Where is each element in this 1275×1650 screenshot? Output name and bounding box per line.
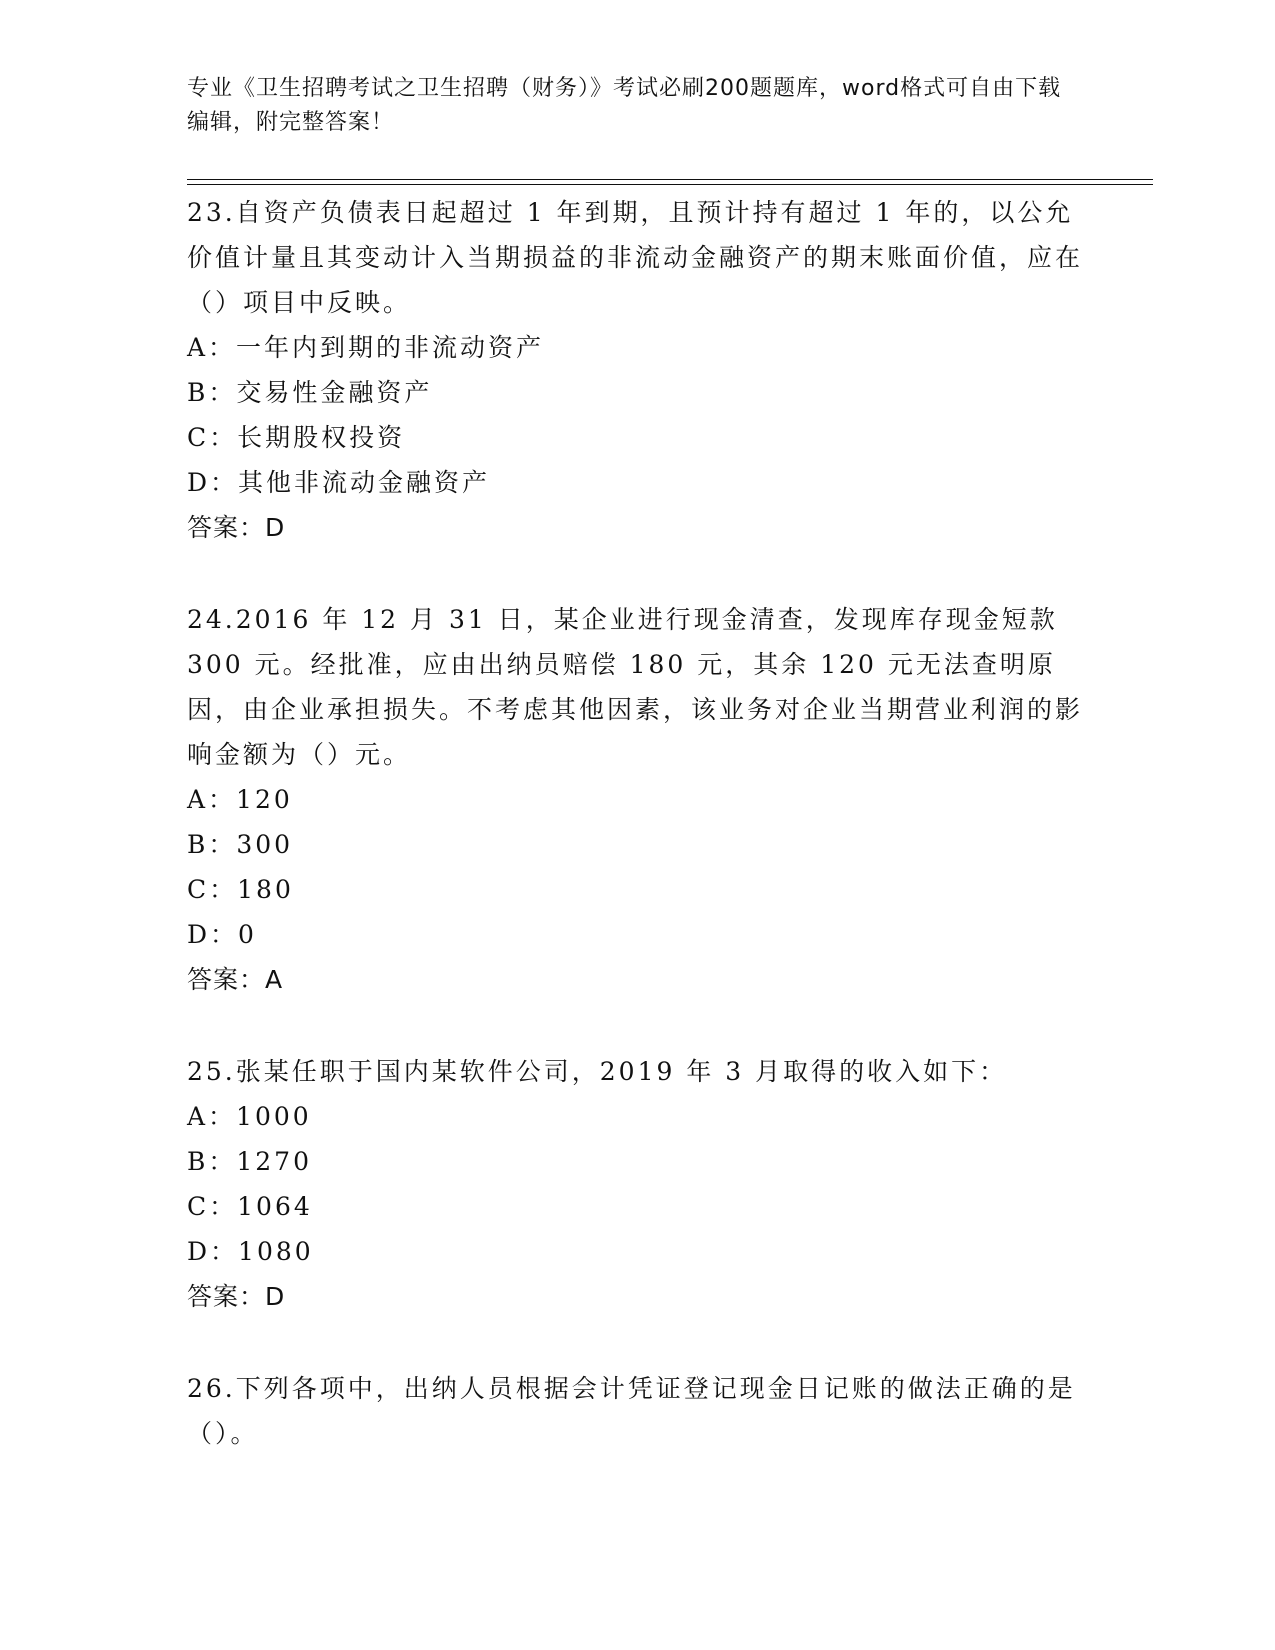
- option-a: A：一年内到期的非流动资产: [187, 333, 545, 362]
- question-text: 26.下列各项中，出纳人员根据会计凭证登记现金日记账的做法正确的是（）。: [187, 1374, 1076, 1448]
- option-list: [187, 1094, 1087, 1274]
- option-b: B：1270: [187, 1147, 312, 1176]
- answer-line: 答案：D: [187, 513, 286, 542]
- answer-line: 答案：D: [187, 1282, 286, 1311]
- option-d: D：1080: [187, 1237, 314, 1266]
- question-24: [187, 597, 1087, 1002]
- question-26: [187, 1366, 1087, 1456]
- option-c: C：1064: [187, 1192, 313, 1221]
- option-c: C：长期股权投资: [187, 423, 406, 452]
- question-text: 23.自资产负债表日起超过 1 年到期，且预计持有超过 1 年的，以公允价值计量且其变动计入当期损益的非流动金融资产的期末账面价值，应在（）项目中反映。: [187, 198, 1084, 317]
- option-b: B：300: [187, 830, 294, 859]
- option-c: C：180: [187, 875, 294, 904]
- document-intro: 专业《卫生招聘考试之卫生招聘（财务）》考试必刷200题题库，word格式可自由下载编辑，附完整答案！: [187, 76, 1062, 135]
- header-divider-top: [187, 179, 1153, 180]
- question-text: 25.张某任职于国内某软件公司，2019 年 3 月取得的收入如下：: [187, 1057, 1008, 1086]
- option-a: A：1000: [187, 1102, 312, 1131]
- option-b: B：交易性金融资产: [187, 378, 433, 407]
- question-list: [187, 190, 1087, 1456]
- option-list: [187, 325, 1087, 505]
- option-list: [187, 777, 1087, 957]
- question-text: 24.2016 年 12 月 31 日，某企业进行现金清查，发现库存现金短款 300 元。经批准，应由出纳员赔偿 180 元，其余 120 元无法查明原因，由企业承担损失。不考虑其他因素，该业务对企业当期营业利润的影响金额为（）元。: [187, 605, 1084, 769]
- question-spacer: [187, 1002, 1087, 1049]
- answer-line: 答案：A: [187, 965, 284, 994]
- question-spacer: [187, 1319, 1087, 1366]
- question-23: [187, 190, 1087, 550]
- option-a: A：120: [187, 785, 293, 814]
- option-d: D：0: [187, 920, 257, 949]
- question-25: [187, 1049, 1087, 1319]
- option-d: D：其他非流动金融资产: [187, 468, 491, 497]
- question-spacer: [187, 550, 1087, 597]
- header-divider-bottom: [187, 184, 1153, 185]
